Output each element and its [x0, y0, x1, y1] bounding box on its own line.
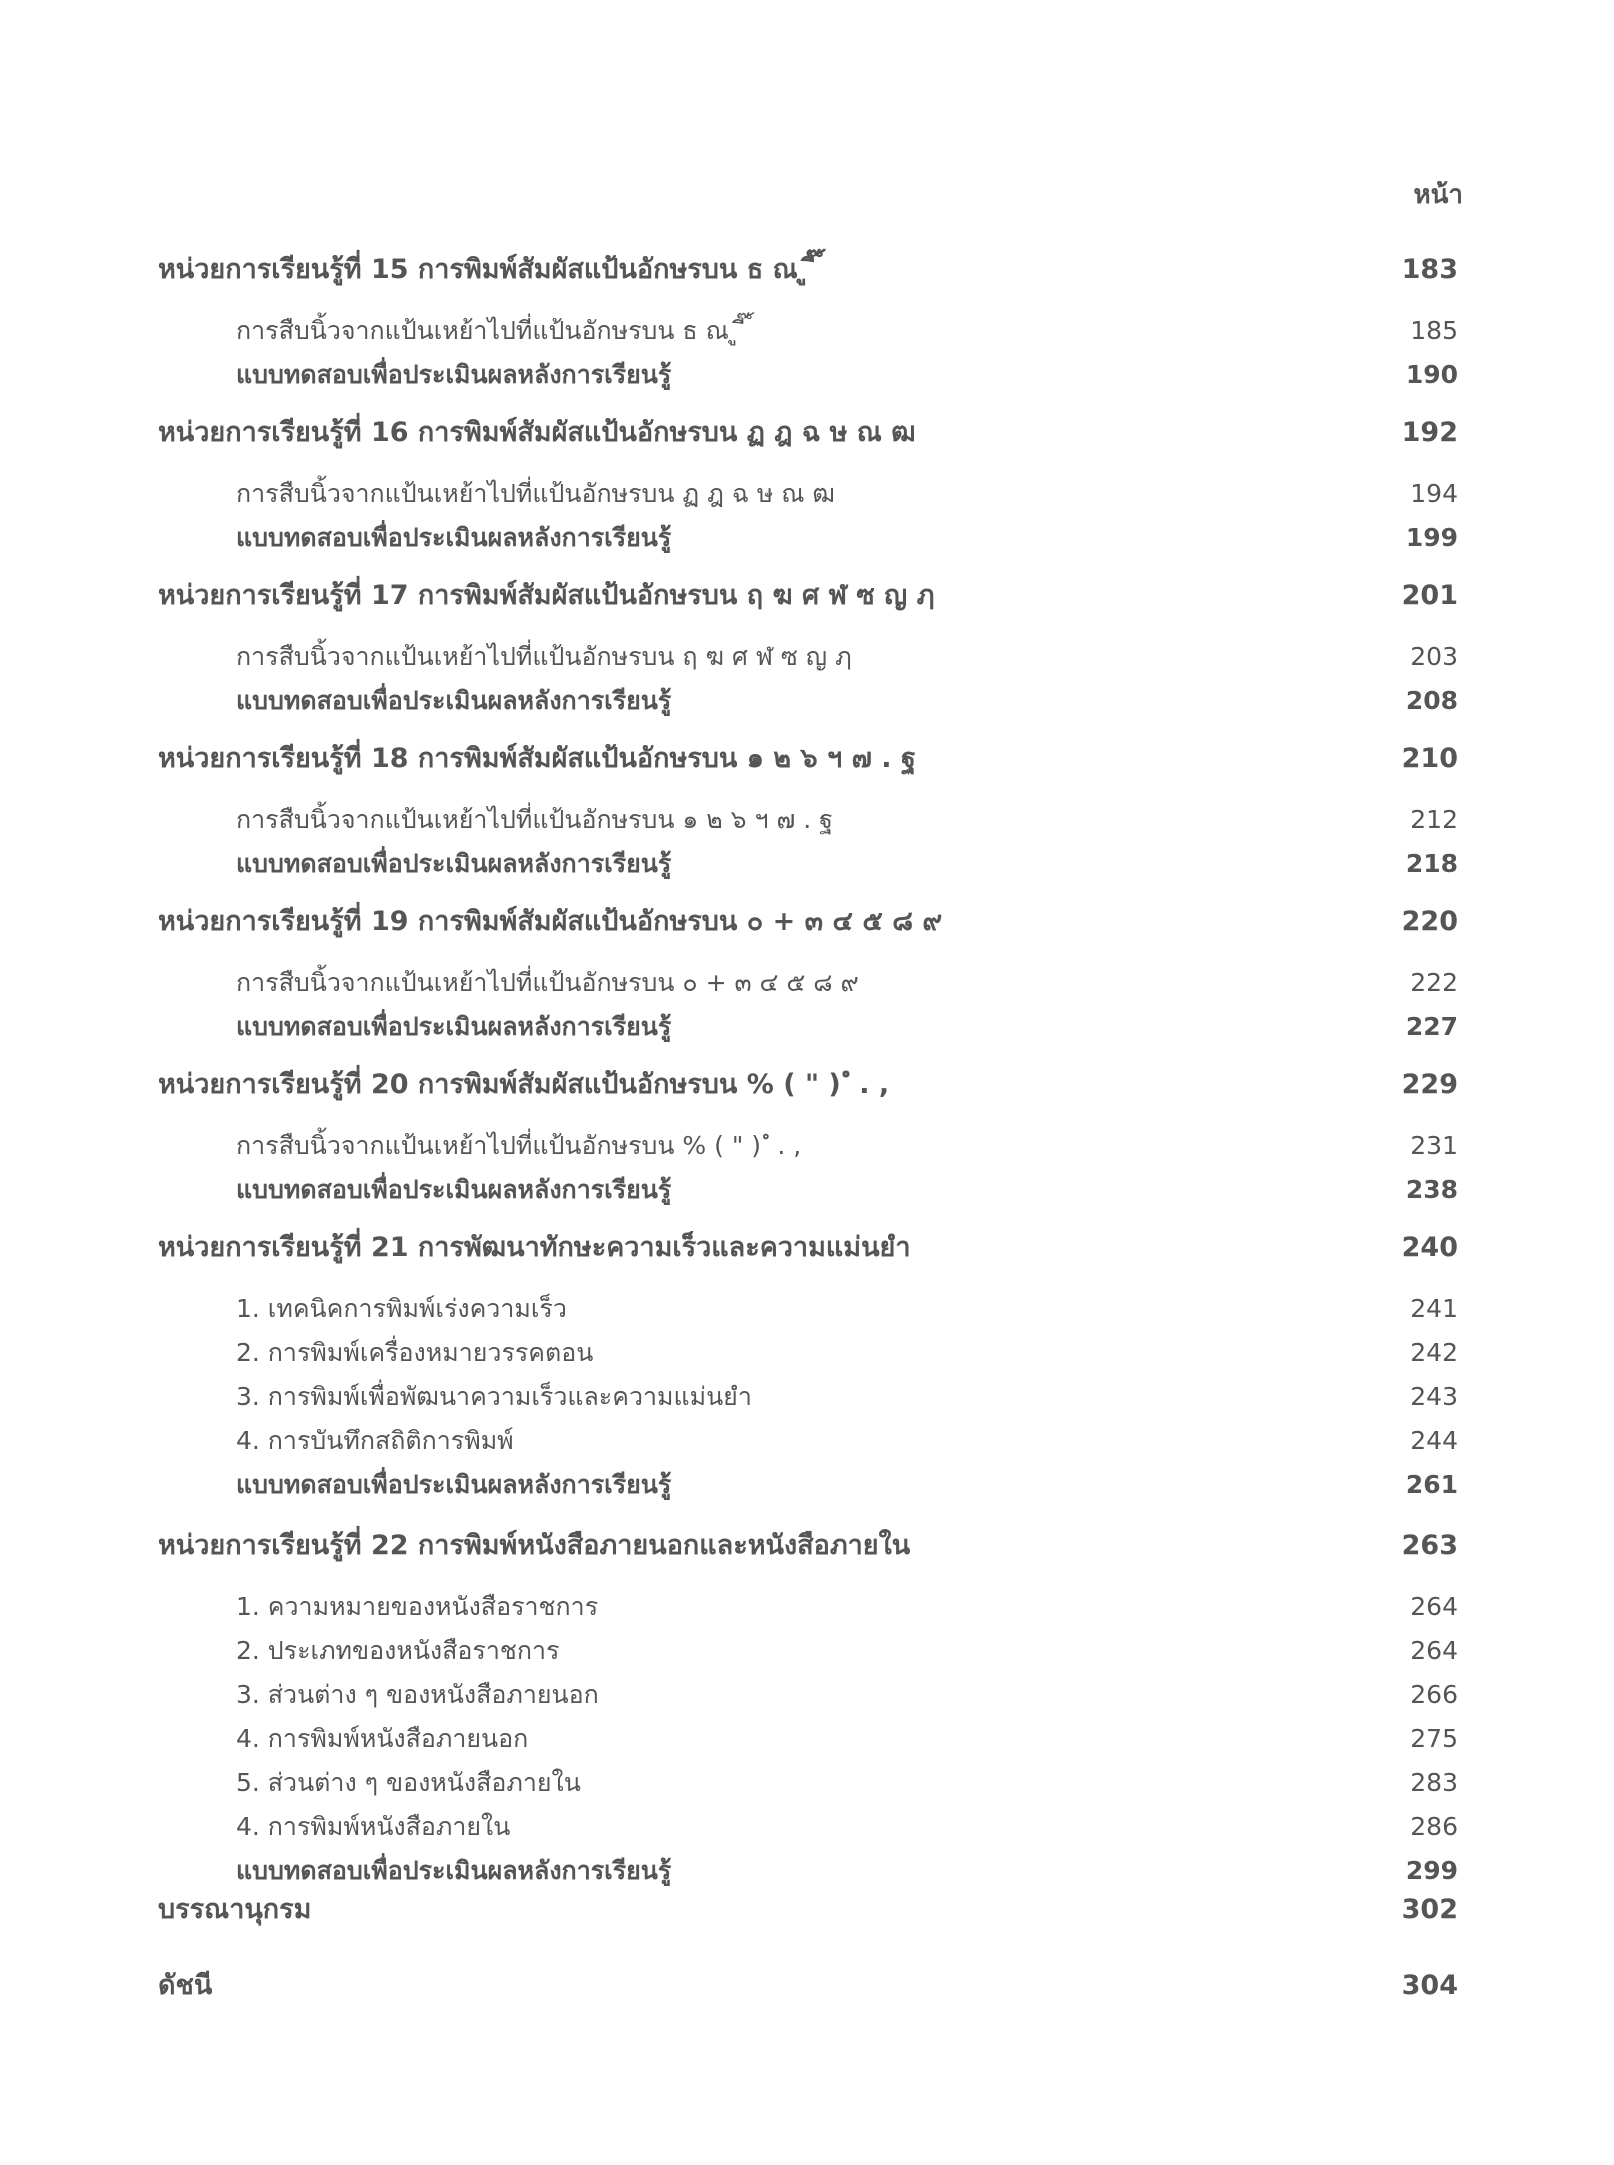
toc-item-row [158, 1585, 1458, 1629]
toc-item-row [158, 1419, 1458, 1463]
toc-unit-row [158, 248, 1458, 292]
toc-item-title: 3. การพิมพ์เพื่อพัฒนาความเร็วและความแม่นยำ [236, 1382, 752, 1411]
toc-unit-page: 263 [1401, 1530, 1458, 1561]
toc-unit-page: 240 [1401, 1232, 1458, 1263]
toc-item-page: 199 [1405, 523, 1458, 552]
toc-item-page: 203 [1410, 642, 1458, 671]
toc-item-title: 5. ส่วนต่าง ๆ ของหนังสือภายใน [236, 1768, 581, 1797]
toc-item-row [158, 1287, 1458, 1331]
toc-item-title: 4. การพิมพ์หนังสือภายนอก [236, 1724, 529, 1753]
toc-item-row [158, 1673, 1458, 1717]
toc-item-title: 4. การพิมพ์หนังสือภายใน [236, 1812, 511, 1841]
toc-item-row [158, 798, 1458, 842]
toc-item-title: 2. ประเภทของหนังสือราชการ [236, 1636, 560, 1665]
toc-item-title: การสืบนิ้วจากแป้นเหย้าไปที่แป้นอักษรบน ฏ ฎ ฉ ษ ณ ฒ [236, 479, 836, 508]
page-column-label: หน้า [1413, 180, 1463, 210]
toc-item-page: 275 [1410, 1724, 1458, 1753]
toc-unit-row [158, 737, 1458, 781]
toc-item-page: 244 [1410, 1426, 1458, 1455]
toc-item-title: 1. ความหมายของหนังสือราชการ [236, 1592, 599, 1621]
toc-unit-row [158, 1524, 1458, 1568]
toc-quiz-row [158, 1005, 1458, 1049]
toc-quiz-row [158, 1463, 1458, 1507]
toc-unit-page: 220 [1401, 906, 1458, 937]
toc-unit-title: หน่วยการเรียนรู้ที่ 19 การพิมพ์สัมผัสแป้นอักษรบน ๐ + ๓ ๔ ๕ ๘ ๙ [158, 906, 943, 937]
toc-back-title: บรรณานุกรม [158, 1894, 312, 1925]
toc-item-page: 238 [1405, 1175, 1458, 1204]
toc-item-row [158, 961, 1458, 1005]
toc-back-page: 302 [1401, 1894, 1458, 1925]
toc-back-page: 304 [1401, 1970, 1458, 2001]
toc-item-page: 231 [1410, 1131, 1458, 1160]
toc-item-page: 243 [1410, 1382, 1458, 1411]
toc-item-title: แบบทดสอบเพื่อประเมินผลหลังการเรียนรู้ [236, 1012, 672, 1041]
toc-unit-row [158, 1063, 1458, 1107]
toc-item-title: การสืบนิ้วจากแป้นเหย้าไปที่แป้นอักษรบน % ( " ) ํ . , [236, 1131, 802, 1160]
toc-item-page: 218 [1405, 849, 1458, 878]
toc-item-page: 242 [1410, 1338, 1458, 1367]
toc-item-title: 4. การบันทึกสถิติการพิมพ์ [236, 1426, 514, 1455]
toc-item-page: 264 [1410, 1636, 1458, 1665]
toc-item-row [158, 1761, 1458, 1805]
toc-item-page: 241 [1410, 1294, 1458, 1323]
toc-item-page: 227 [1405, 1012, 1458, 1041]
toc-quiz-row [158, 516, 1458, 560]
toc-item-row [158, 1375, 1458, 1419]
toc-item-page: 222 [1410, 968, 1458, 997]
toc-item-row [158, 1331, 1458, 1375]
toc-item-title: แบบทดสอบเพื่อประเมินผลหลังการเรียนรู้ [236, 1856, 672, 1885]
toc-bibliography-row [158, 1888, 1458, 1932]
toc-item-page: 212 [1410, 805, 1458, 834]
toc-unit-page: 210 [1401, 743, 1458, 774]
toc-item-row [158, 1717, 1458, 1761]
toc-item-page: 194 [1410, 479, 1458, 508]
toc-item-row [158, 1629, 1458, 1673]
toc-unit-title: หน่วยการเรียนรู้ที่ 17 การพิมพ์สัมผัสแป้นอักษรบน ฤ ฆ ศ ฬ ซ ญ ฦ [158, 580, 935, 611]
toc-item-title: แบบทดสอบเพื่อประเมินผลหลังการเรียนรู้ [236, 1470, 672, 1499]
toc-index-row [158, 1964, 1458, 2008]
toc-quiz-row [158, 1168, 1458, 1212]
toc-unit-row [158, 574, 1458, 618]
toc-unit-title: หน่วยการเรียนรู้ที่ 18 การพิมพ์สัมผัสแป้นอักษรบน ๑ ๒ ๖ ฯ ๗ . ฐ [158, 743, 916, 774]
toc-item-row [158, 635, 1458, 679]
toc-item-row [158, 1805, 1458, 1849]
toc-item-title: แบบทดสอบเพื่อประเมินผลหลังการเรียนรู้ [236, 523, 672, 552]
toc-item-page: 266 [1410, 1680, 1458, 1709]
toc-item-title: แบบทดสอบเพื่อประเมินผลหลังการเรียนรู้ [236, 686, 672, 715]
toc-unit-row [158, 411, 1458, 455]
toc-quiz-row [158, 842, 1458, 886]
toc-quiz-row [158, 679, 1458, 723]
toc-item-title: แบบทดสอบเพื่อประเมินผลหลังการเรียนรู้ [236, 360, 672, 389]
toc-item-title: การสืบนิ้วจากแป้นเหย้าไปที่แป้นอักษรบน ฤ ฆ ศ ฬ ซ ญ ฦ [236, 642, 852, 671]
toc-unit-row [158, 900, 1458, 944]
toc-item-title: 1. เทคนิคการพิมพ์เร่งความเร็ว [236, 1294, 567, 1323]
toc-back-title: ดัชนี [158, 1970, 213, 2001]
toc-item-page: 208 [1405, 686, 1458, 715]
toc-item-row [158, 472, 1458, 516]
toc-item-title: แบบทดสอบเพื่อประเมินผลหลังการเรียนรู้ [236, 1175, 672, 1204]
toc-item-title: 2. การพิมพ์เครื่องหมายวรรคตอน [236, 1338, 594, 1367]
toc-item-page: 190 [1405, 360, 1458, 389]
toc-unit-page: 201 [1401, 580, 1458, 611]
toc-item-row [158, 309, 1458, 353]
toc-unit-title: หน่วยการเรียนรู้ที่ 15 การพิมพ์สัมผัสแป้นอักษรบน ธ ณ ู ี๊ ์ [158, 254, 825, 285]
toc-item-title: การสืบนิ้วจากแป้นเหย้าไปที่แป้นอักษรบน ๑ ๒ ๖ ฯ ๗ . ฐ [236, 805, 833, 834]
toc-item-title: 3. ส่วนต่าง ๆ ของหนังสือภายนอก [236, 1680, 599, 1709]
toc-unit-title: หน่วยการเรียนรู้ที่ 22 การพิมพ์หนังสือภายนอกและหนังสือภายใน [158, 1530, 911, 1561]
toc-unit-title: หน่วยการเรียนรู้ที่ 16 การพิมพ์สัมผัสแป้นอักษรบน ฏ ฎ ฉ ษ ณ ฒ [158, 417, 916, 448]
toc-unit-page: 192 [1401, 417, 1458, 448]
toc-item-page: 283 [1410, 1768, 1458, 1797]
toc-item-page: 185 [1410, 316, 1458, 345]
toc-item-page: 261 [1405, 1470, 1458, 1499]
toc-item-row [158, 1124, 1458, 1168]
toc-unit-page: 229 [1401, 1069, 1458, 1100]
toc-unit-title: หน่วยการเรียนรู้ที่ 20 การพิมพ์สัมผัสแป้นอักษรบน % ( " ) ํ . , [158, 1069, 890, 1100]
toc-quiz-row [158, 1849, 1458, 1893]
toc-item-page: 264 [1410, 1592, 1458, 1621]
toc-item-page: 299 [1405, 1856, 1458, 1885]
toc-item-title: แบบทดสอบเพื่อประเมินผลหลังการเรียนรู้ [236, 849, 672, 878]
toc-item-page: 286 [1410, 1812, 1458, 1841]
toc-unit-row [158, 1226, 1458, 1270]
toc-unit-page: 183 [1401, 254, 1458, 285]
toc-item-title: การสืบนิ้วจากแป้นเหย้าไปที่แป้นอักษรบน ธ ณ ู ี๊ ์ [236, 316, 755, 345]
toc-quiz-row [158, 353, 1458, 397]
toc-item-title: การสืบนิ้วจากแป้นเหย้าไปที่แป้นอักษรบน ๐ + ๓ ๔ ๕ ๘ ๙ [236, 968, 859, 997]
toc-unit-title: หน่วยการเรียนรู้ที่ 21 การพัฒนาทักษะความเร็วและความแม่นยำ [158, 1232, 911, 1263]
